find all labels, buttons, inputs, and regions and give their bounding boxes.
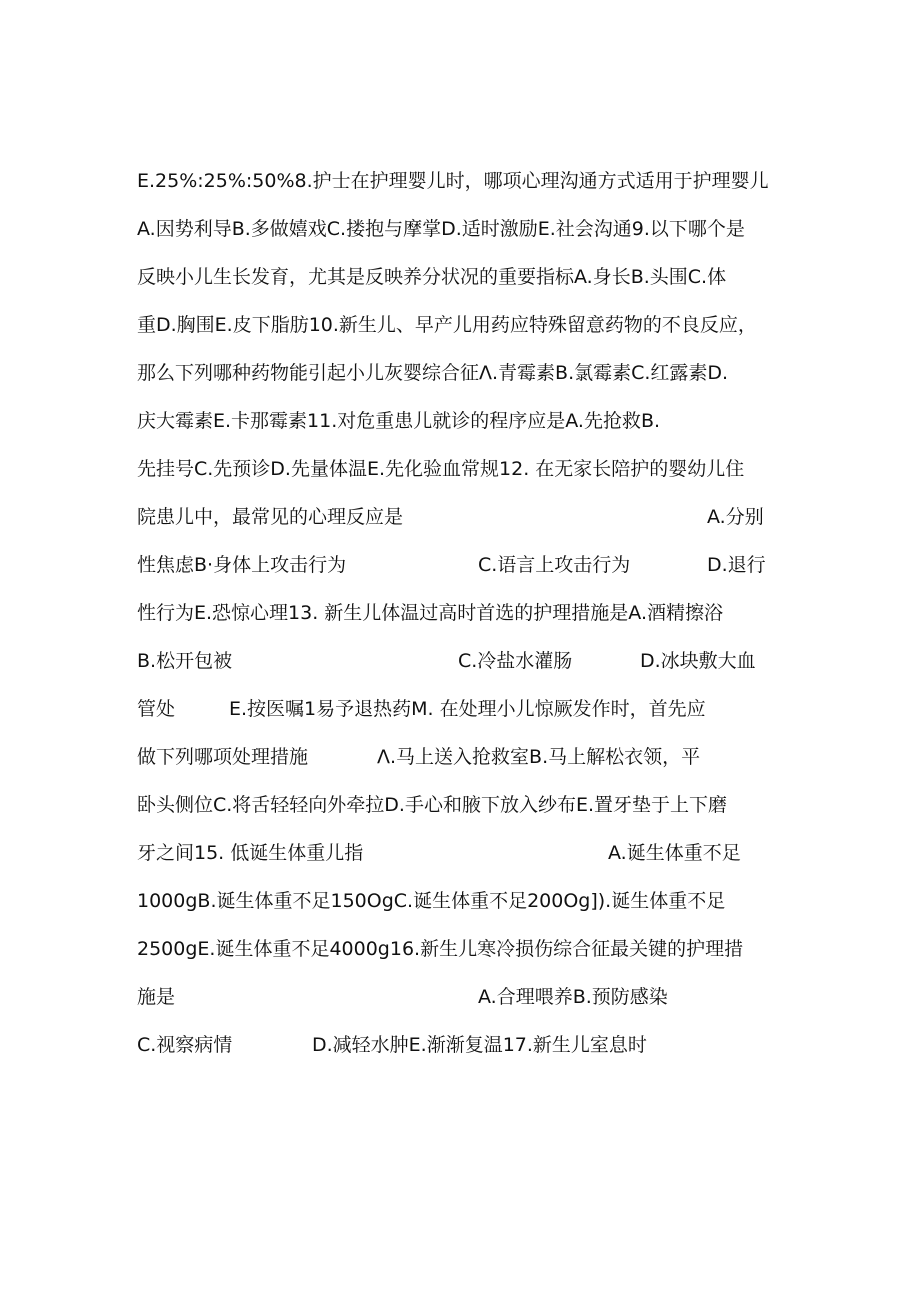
text-segment: B.松开包被 (137, 650, 233, 672)
text-segment: 院患儿中，最常见的心理反应是 (137, 506, 404, 528)
text-segment: 先挂号C.先预诊D.先量体温E.先化验血常规12. 在无家长陪护的婴幼儿住 (137, 458, 745, 480)
text-segment: 庆大霉素E.卡那霉素11.对危重患儿就诊的程序应是A.先抢救B. (137, 410, 661, 432)
text-segment: A.合理喂养B.预防感染 (478, 986, 668, 1008)
text-segment: A.诞生体重不足 (608, 842, 741, 864)
text-segment: 施是 (137, 986, 176, 1008)
text-segment: D.减轻水肿E.渐渐复温17.新生儿室息时 (312, 1034, 647, 1056)
text-segment: 卧头侧位C.将舌轻轻向外牵拉D.手心和腋下放入纱布E.置牙垫于上下磨 (137, 794, 728, 816)
text-segment: 性行为E.恐惊心理13. 新生儿体温过高时首选的护理措施是A.酒精擦浴 (137, 602, 724, 624)
text-segment: Λ.马上送入抢救室B.马上解松衣领，平 (377, 746, 701, 768)
text-segment: 重D.胸围E.皮下脂肪10.新生儿、早产儿用药应特殊留意药物的不良反应， (137, 314, 757, 336)
text-segment: 2500gE.诞生体重不足4000g16.新生儿寒冷损伤综合征最关键的护理措 (137, 938, 744, 960)
text-segment: A.分别 (707, 506, 764, 528)
text-segment: C.语言上攻击行为 (478, 554, 631, 576)
text-segment: 反映小儿生长发育，尤其是反映养分状况的重要指标A.身长B.头围C.体 (137, 266, 727, 288)
text-segment: C.冷盐水灌肠 (458, 650, 573, 672)
text-segment: 管处 (137, 698, 176, 720)
text-segment: 那么下列哪种药物能引起小儿灰婴综合征Λ.青霉素B.氯霉素C.红露素D. (137, 362, 729, 384)
text-segment: C.视察病情 (137, 1034, 233, 1056)
text-segment: D.退行 (707, 554, 766, 576)
text-segment: E.25%:25%:50%8.护士在护理婴儿时，哪项心理沟通方式适用于护理婴儿 (137, 170, 769, 192)
text-segment: E.按医嘱1易予退热药M. 在处理小儿惊厥发作时，首先应 (229, 698, 706, 720)
text-segment: D.冰块敷大血 (640, 650, 756, 672)
text-segment: 性焦虑B·身体上攻击行为 (137, 554, 347, 576)
text-segment: 做下列哪项处理措施 (137, 746, 309, 768)
text-segment: 牙之间15. 低诞生体重儿指 (137, 842, 364, 864)
text-segment: A.因势利导B.多做嬉戏C.搂抱与摩掌D.适时激励E.社会沟通9.以下哪个是 (137, 218, 745, 240)
text-segment: 1000gB.诞生体重不足150OgC.诞生体重不足200Og]).诞生体重不足 (137, 890, 726, 912)
